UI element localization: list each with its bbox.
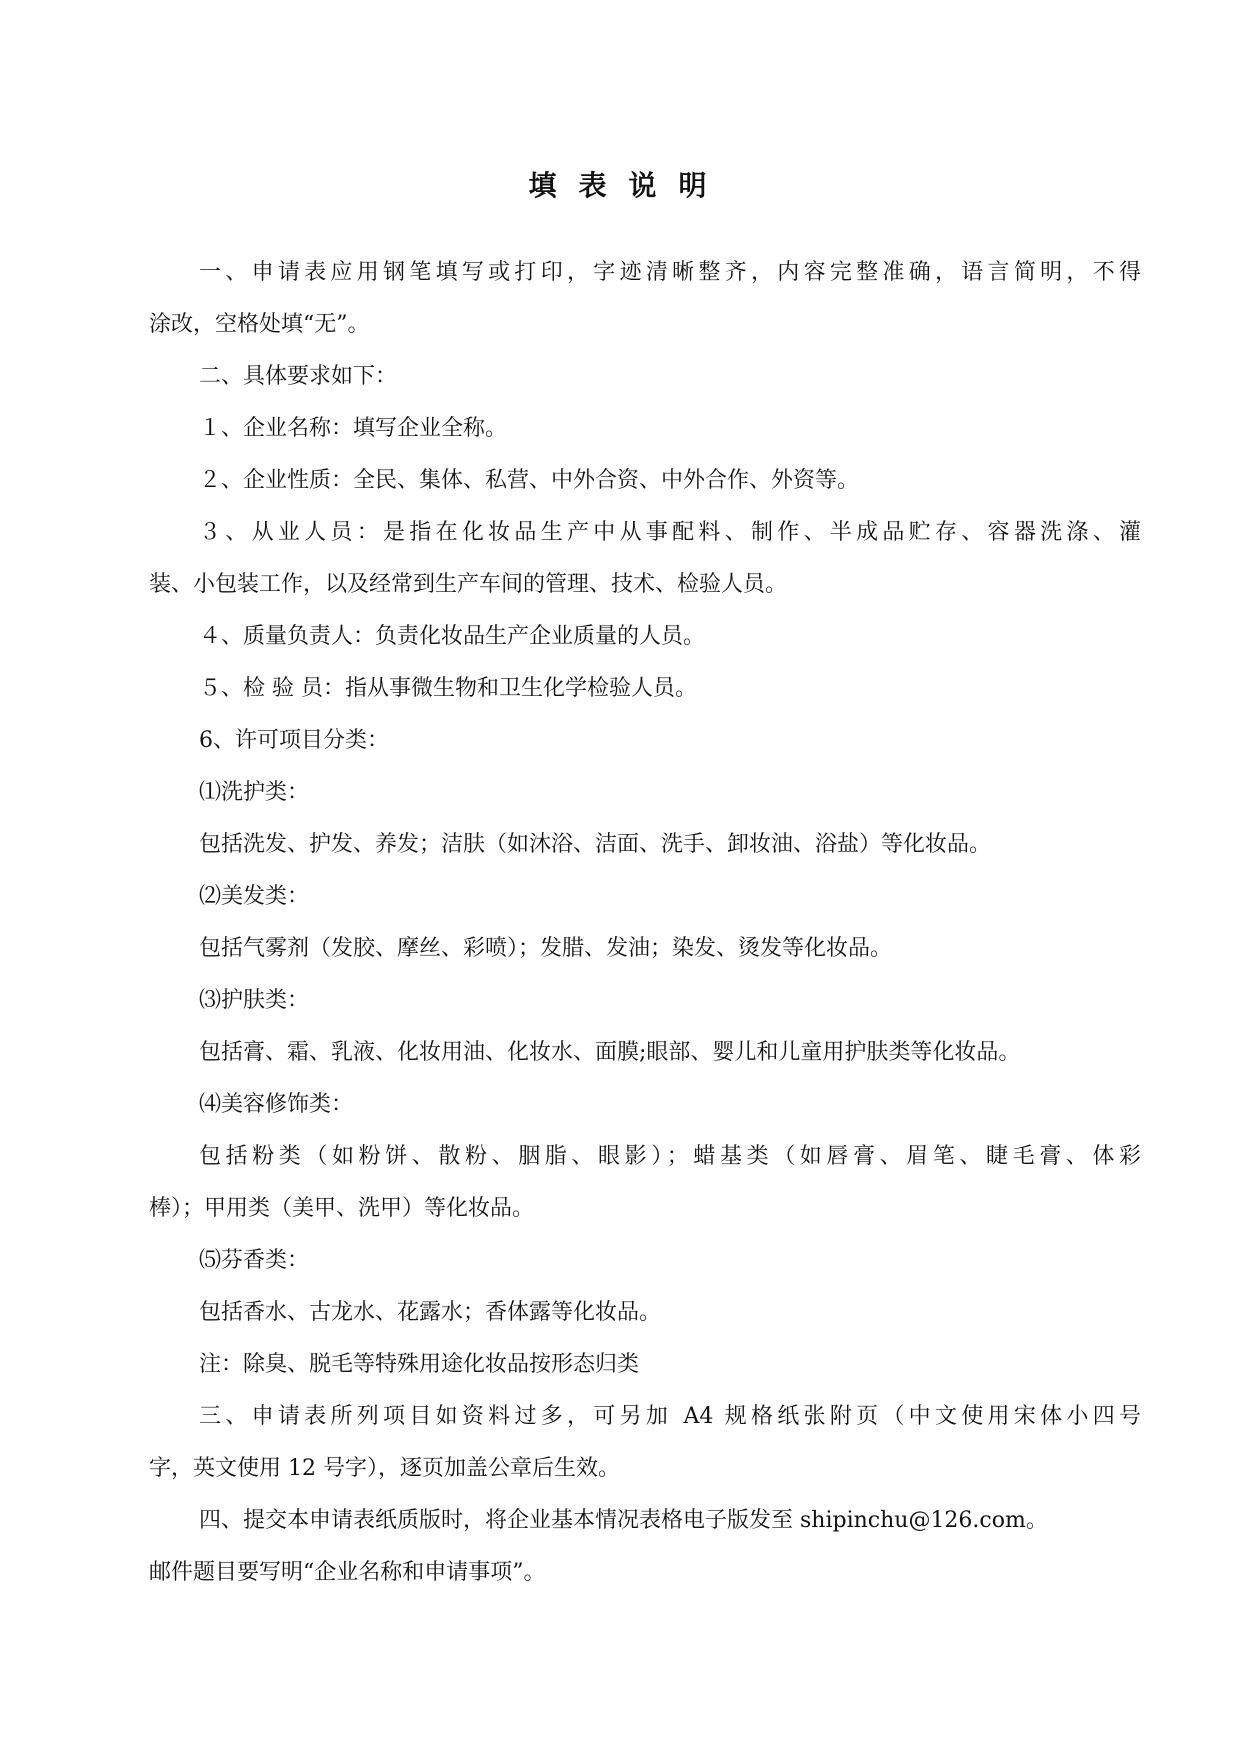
category-fragrance-desc: 包括香水、古龙水、花露水；香体露等化妆品。 [199,1300,662,1325]
section4-line1: 四、提交本申请表纸质版时，将企业基本情况表格电子版发至 shipinchu@126.com。 [199,1508,1048,1533]
item-company-type: ２、企业性质：全民、集体、私营、中外合资、中外合作、外资等。 [199,468,860,493]
section1-line2: 涂改，空格处填“无”。 [149,312,370,337]
category-makeup-heading: ⑷美容修饰类： [199,1092,354,1117]
section1-line1: 一、申请表应用钢笔填写或打印，字迹清晰整齐，内容完整准确，语言简明，不得 [199,260,1141,285]
category-skin-desc: 包括膏、霜、乳液、化妆用油、化妆水、面膜;眼部、婴儿和儿童用护肤类等化妆品。 [199,1040,1021,1065]
item-quality-manager: ４、质量负责人：负责化妆品生产企业质量的人员。 [199,624,706,649]
category-fragrance-heading: ⑸芬香类： [199,1248,310,1273]
category-makeup-desc-line2: 棒）；甲用类（美甲、洗甲）等化妆品。 [149,1196,535,1221]
category-skin-heading: ⑶护肤类： [199,988,310,1013]
category-hair-desc: 包括气雾剂（发胶、摩丝、彩喷）；发腊、发油；染发、烫发等化妆品。 [199,936,893,961]
item-company-name: １、企业名称：填写企业全称。 [199,416,508,441]
section3-line1: 三、申请表所列项目如资料过多，可另加 A4 规格纸张附页（中文使用宋体小四号 [199,1404,1141,1429]
page-title: 填表说明 [528,169,729,202]
item-license-categories: 6、许可项目分类： [199,728,389,753]
item-staff-line1: ３、从业人员：是指在化妆品生产中从事配料、制作、半成品贮存、容器洗涤、灌 [199,520,1141,545]
category-wash-desc: 包括洗发、护发、养发；洁肤（如沐浴、洁面、洗手、卸妆油、浴盐）等化妆品。 [199,832,992,857]
category-hair-heading: ⑵美发类： [199,884,310,909]
category-wash-heading: ⑴洗护类： [199,780,310,805]
section2-heading: 二、具体要求如下： [199,364,398,389]
section4-line2: 邮件题目要写明“企业名称和申请事项”。 [149,1560,546,1585]
item-staff-line2: 装、小包装工作，以及经常到生产车间的管理、技术、检验人员。 [149,572,788,597]
item-inspector: ５、检 验 员：指从事微生物和卫生化学检验人员。 [199,676,697,701]
category-makeup-desc-line1: 包括粉类（如粉饼、散粉、胭脂、眼影）；蜡基类（如唇膏、眉笔、睫毛膏、体彩 [199,1144,1141,1169]
classification-note: 注：除臭、脱毛等特殊用途化妆品按形态归类 [199,1352,640,1377]
section3-line2: 字，英文使用 12 号字），逐页加盖公章后生效。 [149,1456,620,1481]
